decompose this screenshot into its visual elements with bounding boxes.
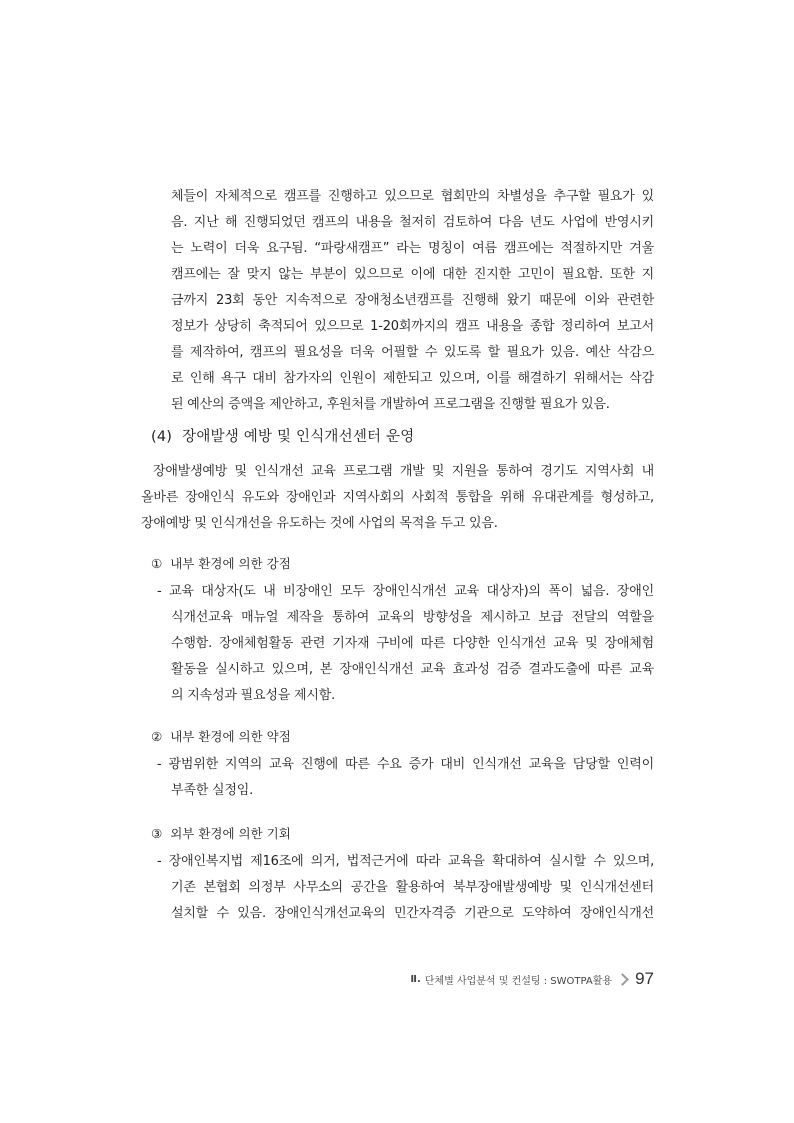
section-title: 장애발생 예방 및 인식개선센터 운영: [182, 429, 415, 445]
subsection-heading-opportunities: [151, 824, 291, 844]
chevron-right-icon: [616, 973, 629, 986]
intro-paragraph: [171, 184, 654, 418]
text-line: 기존 본협회 의정부 사무소의 공간을 활용하여 북부장애발생예방 및 인식개선센터: [171, 880, 654, 895]
circled-number-marker: ①: [151, 556, 163, 571]
subsection-title: 내부 환경에 의한 강점: [170, 556, 291, 571]
circled-number-marker: ②: [151, 729, 163, 744]
section-heading: [151, 426, 414, 448]
text-line: 장애발생예방 및 인식개선 교육 프로그램 개발 및 지원을 통하여 경기도 지역사회 내: [153, 464, 654, 479]
text-line: 식개선교육 매뉴얼 제작을 통하여 교육의 방향성을 제시하고 보급 전달의 역할을: [171, 610, 654, 625]
subsection-title: 외부 환경에 의한 기회: [170, 826, 291, 841]
text-line: 의 지속성과 필요성을 제시함.: [171, 688, 336, 703]
text-line: 체들이 자체적으로 캠프를 진행하고 있으므로 협회만의 차별성을 추구할 필요가 있: [171, 189, 654, 204]
text-line: - 광범위한 지역의 교육 진행에 따른 수요 증가 대비 인식개선 교육을 담당할 인력이: [157, 757, 654, 772]
text-line: 설치할 수 있음. 장애인식개선교육의 민간자격증 기관으로 도약하여 장애인식개선: [171, 906, 654, 921]
text-line: 금까지 23회 동안 지속적으로 장애청소년캠프를 진행해 왔기 때문에 이와 관련한: [171, 293, 654, 308]
text-line: 된 예산의 증액을 제안하고, 후원처를 개발하여 프로그램을 진행할 필요가 있음.: [171, 397, 610, 412]
subsection-heading-weaknesses: [151, 727, 291, 747]
chapter-roman-numeral: Ⅱ.: [410, 973, 421, 985]
subsection-heading-strengths: [151, 554, 291, 574]
text-line: - 장애인복지법 제16조에 의거, 법적근거에 따라 교육을 확대하여 실시할 수 있으며,: [157, 854, 654, 869]
subsection-bullet-strengths: [157, 579, 654, 709]
text-line: 부족한 실정임.: [171, 783, 254, 798]
text-line: 음. 지난 해 진행되었던 캠프의 내용을 철저히 검토하여 다음 년도 사업에 반영시키: [171, 215, 654, 230]
text-line: 활동을 실시하고 있으며, 본 장애인식개선 교육 효과성 검증 결과도출에 따른 교육: [171, 662, 654, 677]
text-line: 장애예방 및 인식개선을 유도하는 것에 사업의 목적을 두고 있음.: [141, 516, 498, 531]
text-line: 올바른 장애인식 유도와 장애인과 지역사회의 사회적 통합을 위해 유대관계를 형성하고,: [141, 490, 654, 505]
text-line: 를 제작하여, 캠프의 필요성을 더욱 어필할 수 있도록 할 필요가 있음. 예산 삭감으: [171, 345, 654, 360]
subsection-bullet-opportunities: [157, 849, 654, 927]
text-line: 캠프에는 잘 맞지 않는 부분이 있으므로 이에 대한 진지한 고민이 필요함. 또한 지: [171, 267, 654, 282]
subsection-bullet-weaknesses: [157, 752, 654, 804]
subsection-title: 내부 환경에 의한 약점: [170, 729, 291, 744]
text-line: 수행함. 장애체험활동 관련 기자재 구비에 따른 다양한 인식개선 교육 및 장애체험: [171, 636, 654, 651]
page-number: 97: [635, 969, 654, 988]
text-line: 로 인해 욕구 대비 참가자의 인원이 제한되고 있으며, 이를 해결하기 위해서는 삭감: [171, 371, 654, 386]
section-body-paragraph: [141, 459, 654, 537]
section-number: (4): [151, 429, 173, 445]
text-line: 는 노력이 더욱 요구됨. “파랑새캠프” 라는 명칭이 여름 캠프에는 적절하지만 겨울: [171, 241, 654, 256]
page-footer: [410, 969, 654, 989]
text-line: 정보가 상당히 축적되어 있으므로 1-20회까지의 캠프 내용을 종합 정리하여 보고서: [171, 319, 654, 334]
text-line: - 교육 대상자(도 내 비장애인 모두 장애인식개선 교육 대상자)의 폭이 넓음. 장애인: [157, 584, 654, 599]
circled-number-marker: ③: [151, 826, 163, 841]
footer-running-title: 단체별 사업분석 및 컨설팅 : SWOTPA활용: [424, 975, 613, 987]
